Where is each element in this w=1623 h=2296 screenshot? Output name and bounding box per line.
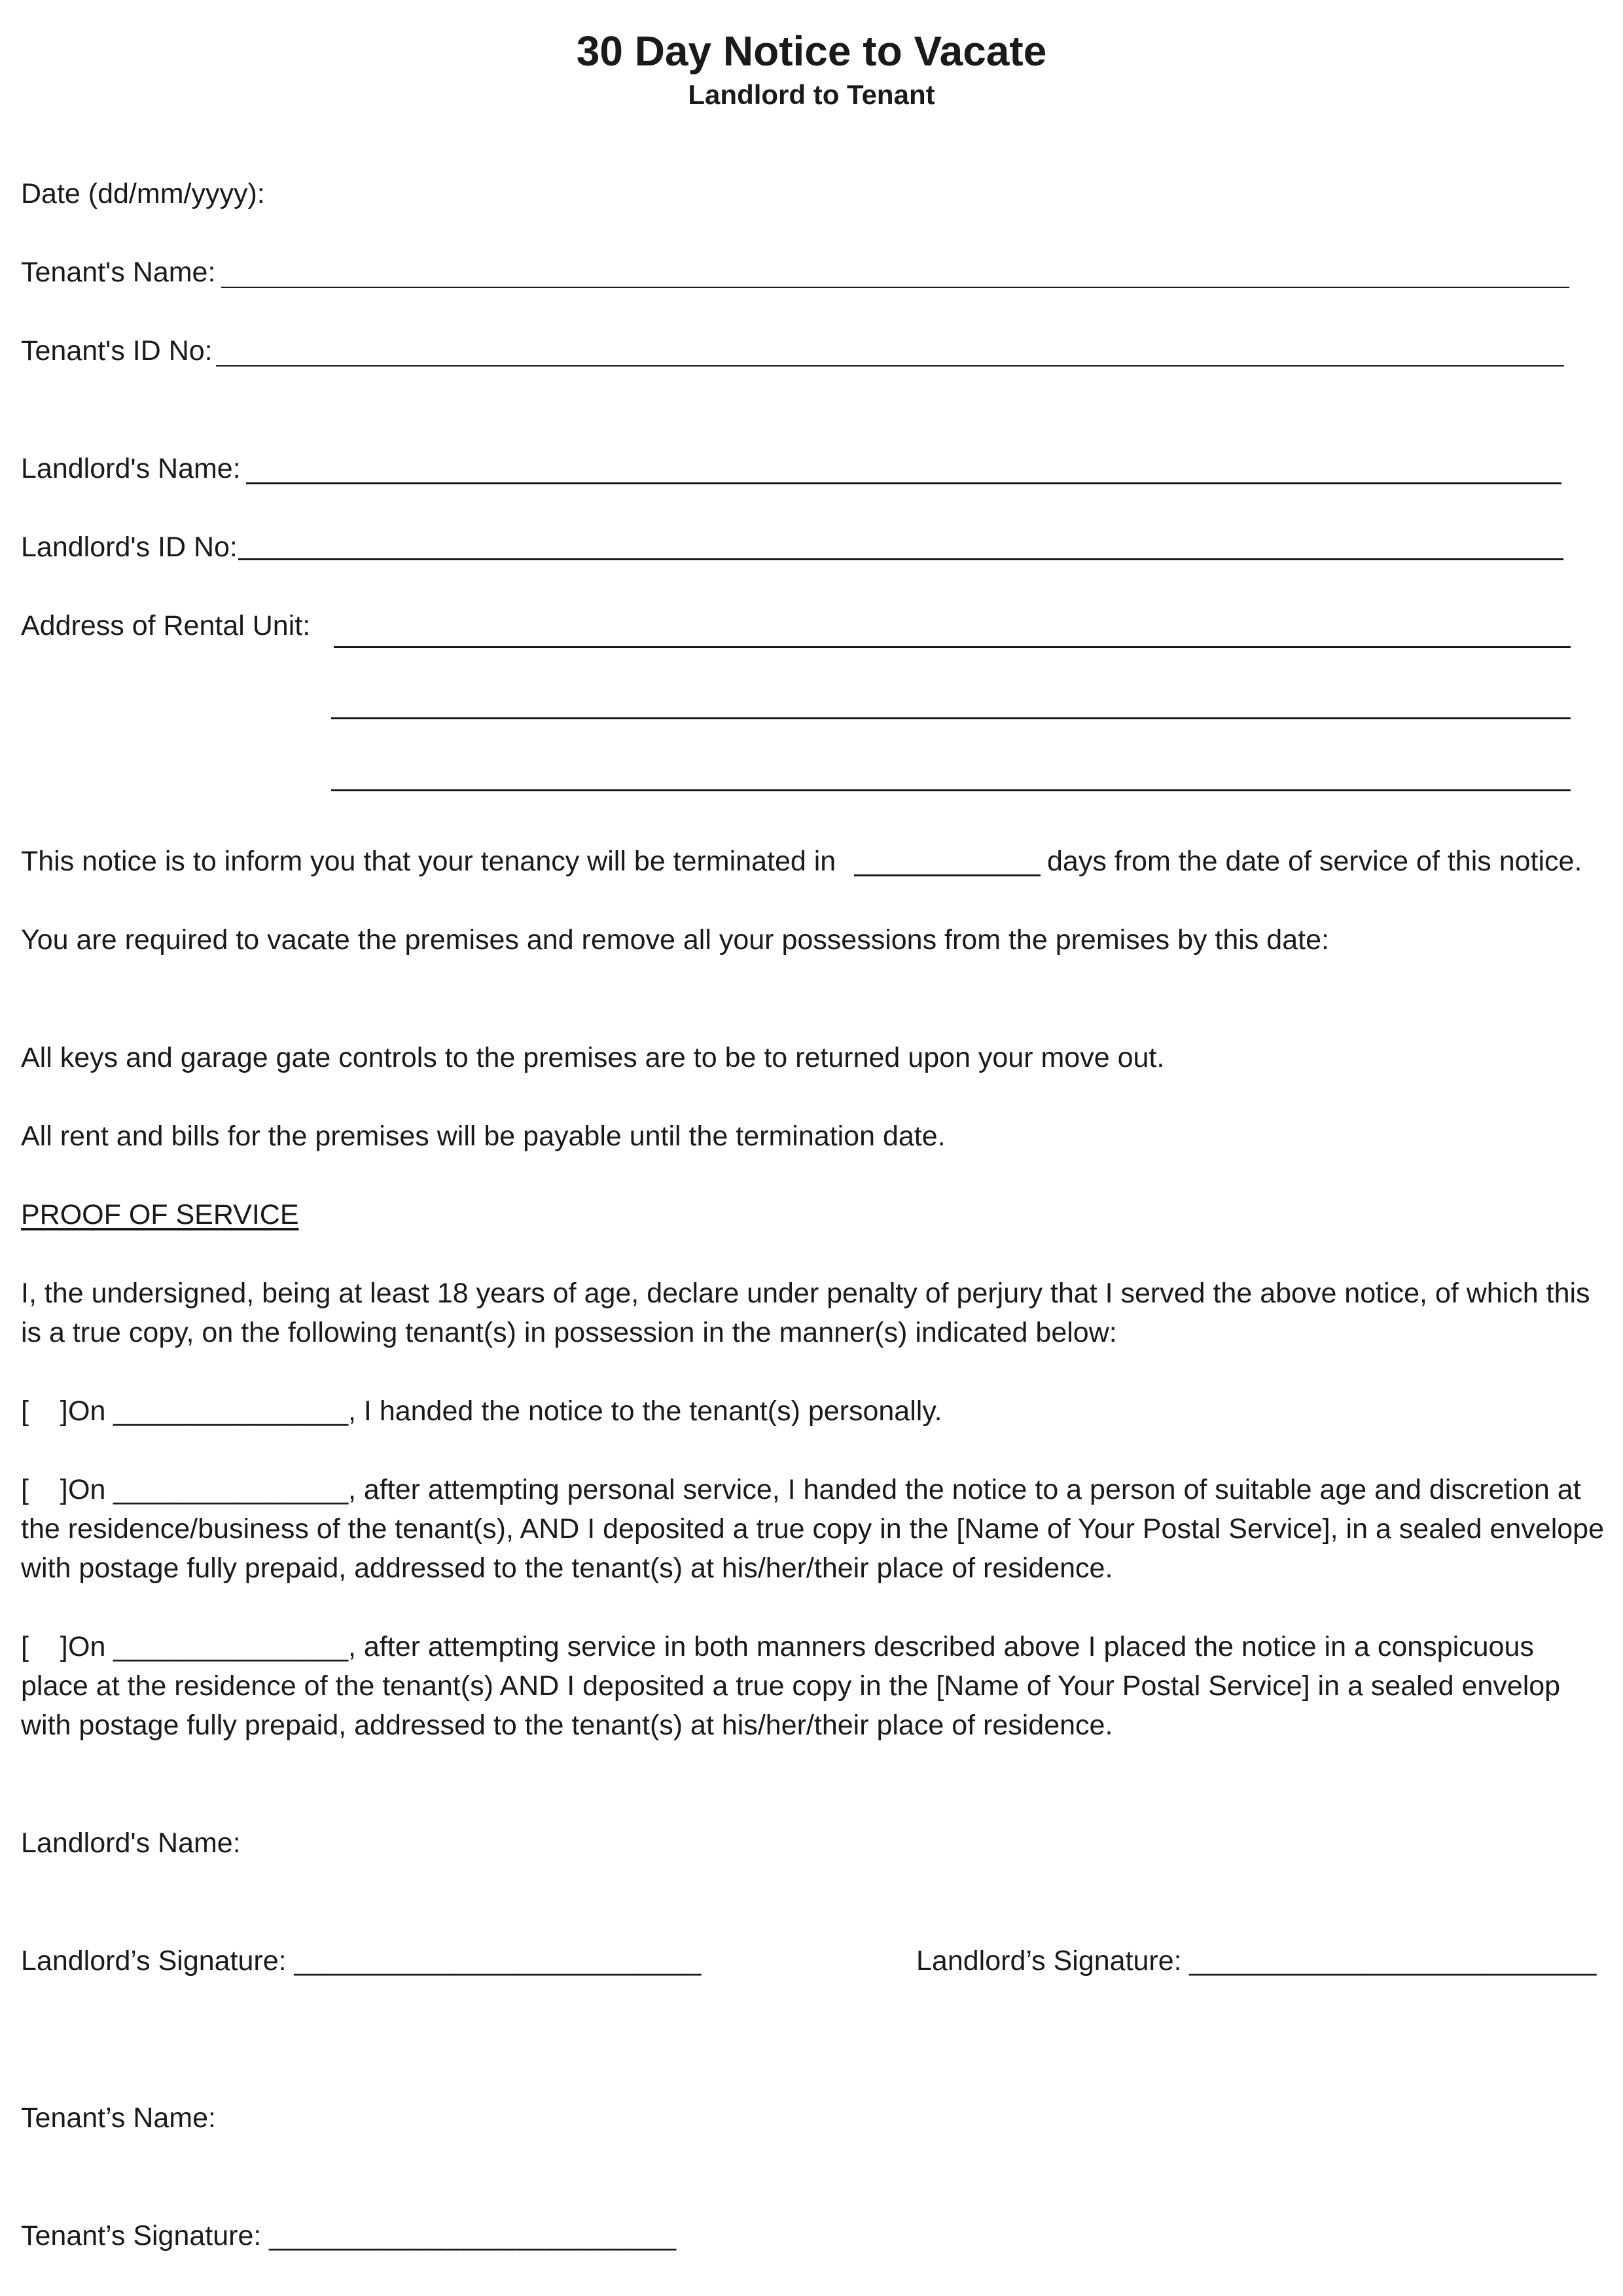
service-option-2 [21, 1470, 1605, 1588]
tenant-id-label: Tenant's ID No: [21, 335, 213, 367]
keys-text: All keys and garage gate controls to the premises are to be to returned upon your move out. [21, 1042, 1165, 1073]
landlord-name-signature-label: Landlord's Name: [21, 1827, 241, 1859]
service-option-3-date[interactable]: On _______________ [68, 1631, 349, 1662]
service-option-1-checkbox[interactable]: [ ] [21, 1395, 68, 1427]
service-option-2-date[interactable]: On _______________ [68, 1474, 349, 1505]
landlord-id-field[interactable] [238, 558, 1563, 560]
declaration-text: I, the undersigned, being at least 18 years of age, declare under penalty of perjury that I served the above notice, of which this is a true copy, on the following tenant(s) in possession in the manner(s) indicated below: [21, 1278, 1590, 1348]
address-line-1[interactable] [334, 646, 1571, 648]
vacate-text: You are required to vacate the premises and remove all your possessions from the premises by this date: [21, 924, 1329, 956]
landlord-signature-right[interactable]: Landlord’s Signature: __________________________ [916, 1945, 1597, 1977]
landlord-name-label: Landlord's Name: [21, 453, 241, 484]
service-option-3 [21, 1627, 1605, 1745]
termination-days-field[interactable] [854, 874, 1041, 876]
address-line-3[interactable] [331, 789, 1571, 791]
rent-text: All rent and bills for the premises will be payable until the termination date. [21, 1121, 946, 1152]
service-option-1 [21, 1391, 1605, 1431]
landlord-id-label: Landlord's ID No: [21, 531, 238, 563]
termination-text-after: days from the date of service of this notice. [1047, 846, 1582, 877]
service-option-1-date[interactable]: On _______________ [68, 1395, 349, 1427]
termination-text-before: This notice is to inform you that your tenancy will be terminated in [21, 846, 836, 877]
tenant-name-signature-label: Tenant’s Name: [21, 2102, 216, 2134]
tenant-name-label: Tenant's Name: [21, 257, 216, 288]
landlord-signature-left[interactable]: Landlord’s Signature: __________________________ [21, 1945, 702, 1977]
tenant-id-field[interactable] [216, 365, 1564, 367]
service-option-3-text: , after attempting service in both manners described above I placed the notice in a conspicuous place at the residence of the tenant(s) AND I deposited a true copy in the [Name of Your Postal Service] in a sealed envelop with postage fully prepaid, addressed to the tenant(s) at his/her/their place of residence. [21, 1631, 1561, 1741]
address-line-2[interactable] [331, 717, 1571, 719]
service-option-2-checkbox[interactable]: [ ] [21, 1474, 68, 1505]
page-title: 30 Day Notice to Vacate [576, 27, 1047, 75]
tenant-signature[interactable]: Tenant’s Signature: __________________________ [21, 2220, 677, 2251]
address-label: Address of Rental Unit: [21, 610, 311, 641]
page-subtitle: Landlord to Tenant [688, 79, 935, 110]
service-option-1-text: , I handed the notice to the tenant(s) personally. [348, 1395, 942, 1427]
service-option-3-checkbox[interactable]: [ ] [21, 1631, 68, 1662]
date-label: Date (dd/mm/yyyy): [21, 178, 265, 209]
service-option-2-text: , after attempting personal service, I handed the notice to a person of suitable age and discretion at the residence/business of the tenant(s), AND I deposited a true copy in the [Name of Your Postal Service], in a sealed envelope with postage fully prepaid, addressed to the tenant(s) at his/her/their place of residence. [21, 1474, 1605, 1584]
landlord-name-field[interactable] [246, 482, 1561, 484]
tenant-name-field[interactable] [221, 287, 1569, 288]
proof-of-service-heading: PROOF OF SERVICE [21, 1199, 299, 1230]
